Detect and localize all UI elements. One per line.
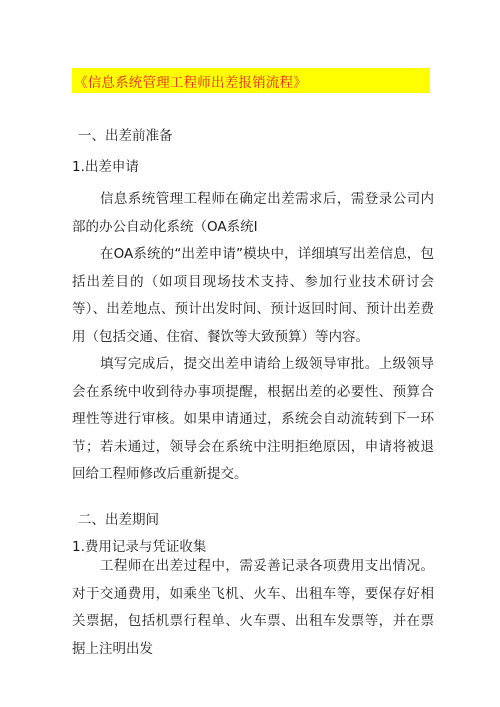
subheading-expense-records: 1.费用记录与凭证收集 xyxy=(72,539,207,555)
paragraph-submit-approval: 填写完成后，提交出差申请给上级领导审批。上级领导会在系统中收到待办事项提醒，根据出差的必要性、预算合理性等进行审核。如果申请通过，系统会自动流转到下一环节；若未通过，领导会在系统中注明拒绝原因，申请将被退回给工程师修改后重新提交。 xyxy=(72,356,434,483)
document-title: 《信息系统管理工程师出差报销流程》 xyxy=(74,74,307,91)
subheading-trip-application: 1.出差申请 xyxy=(72,159,139,175)
paragraph-oa-login: 信息系统管理工程师在确定出差需求后，需登录公司内部的办公自动化系统（OA系统I xyxy=(72,191,434,235)
section-heading-pre-trip: 一、出差前准备 xyxy=(78,128,173,144)
paragraph-expense-records: 工程师在出差过程中，需妥善记录各项费用支出情况。对于交通费用，如乘坐飞机、火车、出租车等，要保存好相关票据，包括机票行程单、火车票、出租车发票等，并在票据上注明出发 xyxy=(72,558,434,657)
paragraph-fill-application: 在OA系统的“出差申请”模块中，详细填写出差信息，包括出差目的（如项目现场技术支持、参加行业技术研讨会等）、出差地点、预计出发时间、预计返回时间、预计出差费用（包括交通、住宿、餐饮等大致预算）等内容。 xyxy=(72,246,434,345)
section-heading-during-trip: 二、出差期间 xyxy=(78,512,159,528)
document-title-highlight xyxy=(72,68,430,93)
